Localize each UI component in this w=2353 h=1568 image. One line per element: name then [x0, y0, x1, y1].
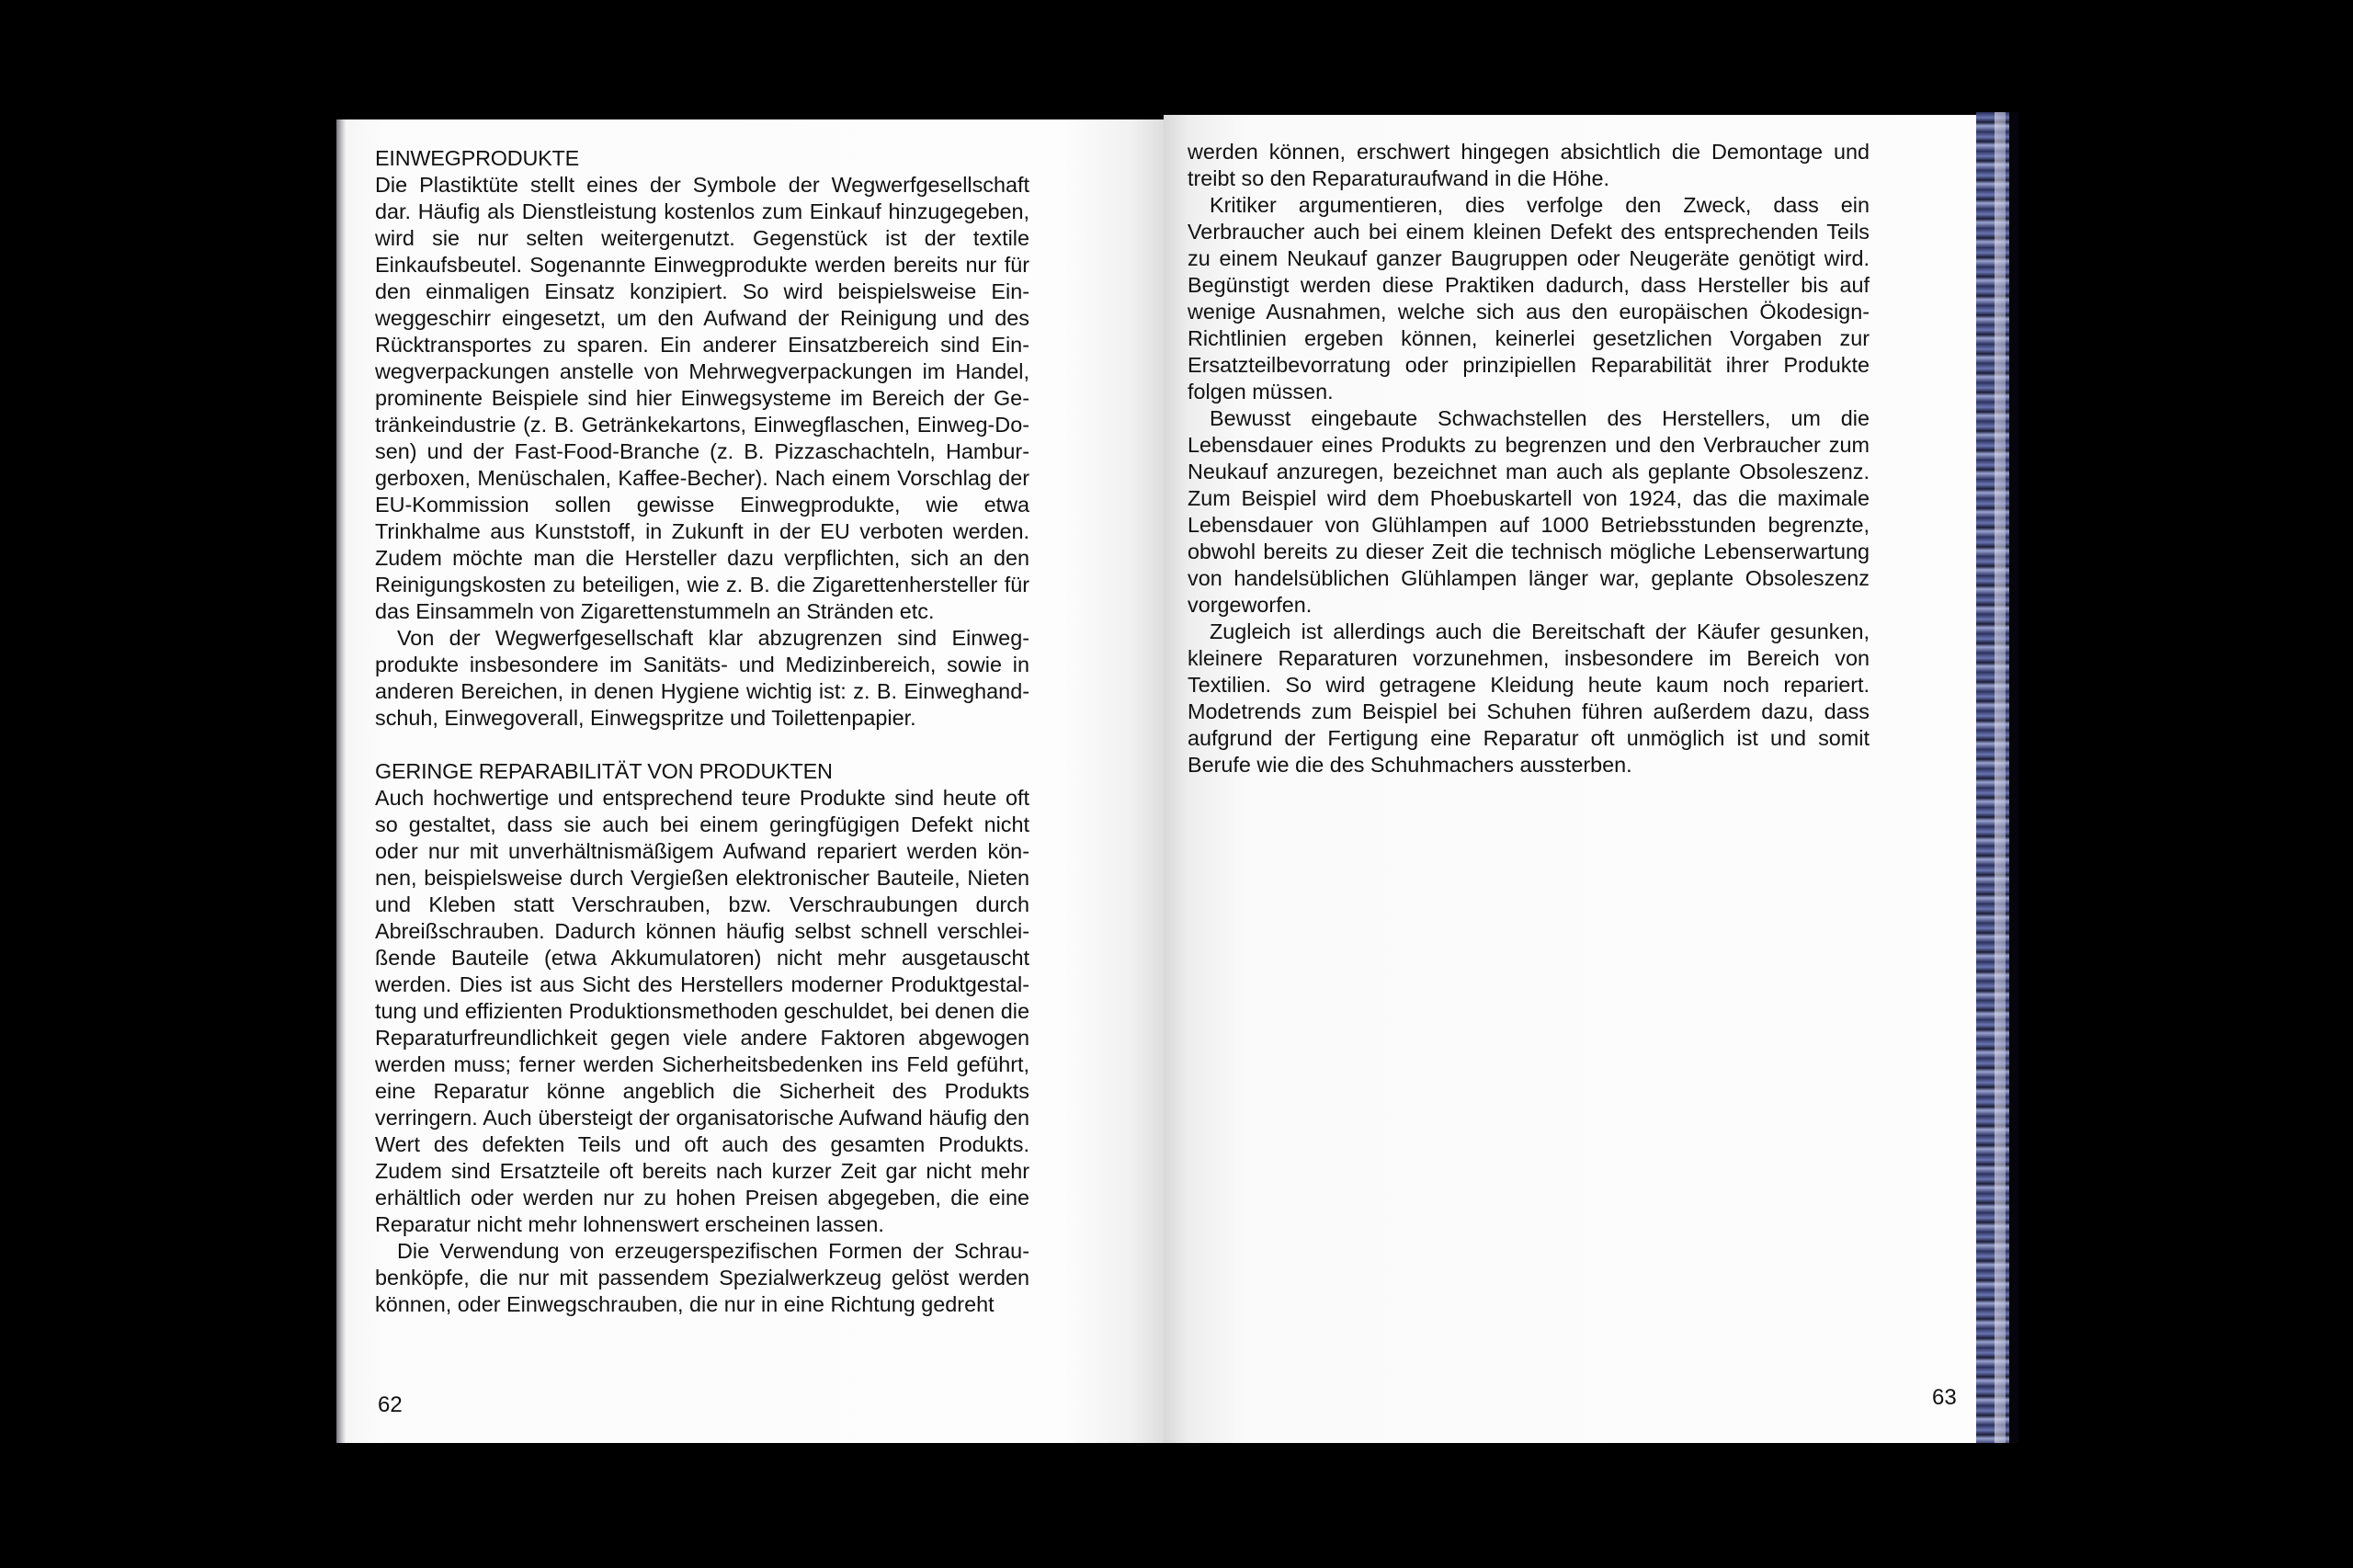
right-page: [1164, 115, 2000, 1443]
cover-edge: [2009, 112, 2018, 1443]
paragraph: werden können, erschwert hingegen absichtlich die Demontage und treibt so den Reparaturaufwand in die Höhe.: [1188, 140, 1870, 190]
right-page-text: [1188, 139, 1870, 778]
paragraph: Zugleich ist allerdings auch die Bereitschaft der Käufer gesunken, kleinere Reparaturen vorzunehmen, insbesondere im Bereich von Textilien. So wird getragene Kleidung heute kaum noch repariert. Modetrends zum Beispiel bei Schuhen führen außerdem dazu, dass aufgrund der Fertigung eine Reparatur oft unmöglich ist und somit Berufe wie die des Schuhmachers aussterben.: [1188, 619, 1870, 777]
page-number-left: 62: [378, 1392, 403, 1417]
paragraph: Von der Wegwerfgesellschaft klar abzugrenzen sind Einwegprodukte insbesondere im Sanitäts- und Medizinbereich, sowie in anderen Bereichen, in denen Hygiene wichtig ist: z. B. Einweghandschuh, Einwegoverall, Einwegspritze und Toilettenpapier.: [375, 626, 1029, 730]
paragraph: Die Verwendung von erzeugerspezifischen Formen der Schraubenköpfe, die nur mit passendem Spezialwerkzeug gelöst werden können, oder Einwegschrauben, die nur in eine Richtung gedreht: [375, 1239, 1029, 1316]
paragraph: Bewusst eingebaute Schwachstellen des Herstellers, um die Lebensdauer eines Produkts zu begrenzen und den Verbraucher zum Neukauf anzuregen, bezeichnet man auch als geplante Obsoleszenz. Zum Beispiel wird dem Phoebuskartell von 1924, das die maximale Lebensdauer von Glühlampen auf 1000 Betriebsstunden begrenzte, obwohl bereits zu dieser Zeit die technisch mögliche Lebenserwartung von handelsüblichen Glühlampen länger war, geplante Obsoleszenz vorgeworfen.: [1188, 406, 1870, 617]
paragraph: Die Plastiktüte stellt eines der Symbole der Wegwerfgesellschaft dar. Häufig als Dienstleistung kostenlos zum Einkauf hinzugegeben, wird sie nur selten weitergenutzt. Gegenstück ist der textile Einkaufsbeutel. Sogenannte Einwegprodukte werden bereits nur für den einmaligen Einsatz konzipiert. So wird beispielsweise Einweggeschirr eingesetzt, um den Aufwand der Reinigung und des Rücktransportes zu sparen. Ein anderer Einsatzbereich sind Einwegverpackungen anstelle von Mehrwegverpackungen im Handel, prominente Beispiele sind hier Einwegsysteme im Bereich der Getränkeindustrie (z. B. Getränkekartons, Einwegflaschen, Einweg-Dosen) und der Fast-Food-Branche (z. B. Pizzaschachteln, Hamburgerboxen, Menüschalen, Kaffee-Becher). Nach einem Vorschlag der EU-Kommission sollen gewisse Einwegprodukte, wie etwa Trinkhalme aus Kunststoff, in Zukunft in der EU verboten werden. Zudem möchte man die Hersteller dazu verpflichten, sich an den Reinigungskosten zu beteiligen, wie z. B. die Zigarettenhersteller für das Einsammeln von Zigarettenstummeln an Stränden etc.: [375, 173, 1029, 623]
heading-reparabilitaet: GERINGE REPARABILITÄT VON PRODUKTEN: [375, 759, 833, 783]
paragraph: Kritiker argumentieren, dies verfolge den Zweck, dass ein Verbraucher auch bei einem kleinen Defekt des entsprechenden Teils zu einem Neukauf ganzer Baugruppen oder Neugeräte genötigt wird. Begünstigt werden diese Praktiken dadurch, dass Hersteller bis auf wenige Ausnahmen, welche sich aus den europäischen Ökodesign-Richtlinien ergeben können, keinerlei gesetzlichen Vorgaben zur Ersatzteilbevorratung oder prinzipiellen Reparabilität ihrer Produkte folgen müssen.: [1188, 193, 1870, 403]
page-number-right: 63: [1932, 1385, 1957, 1410]
heading-einwegprodukte: EINWEGPRODUKTE: [375, 146, 580, 170]
left-page-edge: [336, 119, 346, 1443]
page-stack-highlight: [1995, 112, 2006, 1443]
left-page: [336, 119, 1164, 1443]
left-page-text: [375, 145, 1029, 1318]
paragraph: Auch hochwertige und entsprechend teure Produkte sind heute oft so gestaltet, dass sie auch bei einem geringfügigen Defekt nicht oder nur mit unverhältnismäßigem Aufwand repariert werden können, beispielsweise durch Vergießen elektronischer Bauteile, Nieten und Kleben statt Verschrauben, bzw. Verschraubungen durch Abreißschrauben. Dadurch können häufig selbst schnell verschleißende Bauteile (etwa Akkumulatoren) nicht mehr ausgetauscht werden. Dies ist aus Sicht des Herstellers moderner Produktgestaltung und effizienten Produktionsmethoden geschuldet, bei denen die Reparaturfreundlichkeit gegen viele andere Faktoren abgewogen werden muss; ferner werden Sicherheitsbedenken ins Feld geführt, eine Reparatur könne angeblich die Sicherheit des Produkts verringern. Auch übersteigt der organisatorische Aufwand häufig den Wert des defekten Teils und oft auch des gesamten Produkts. Zudem sind Ersatzteile oft bereits nach kurzer Zeit gar nicht mehr erhältlich oder werden nur zu hohen Preisen abgegeben, die eine Reparatur nicht mehr lohnenswert erscheinen lassen.: [375, 786, 1029, 1236]
